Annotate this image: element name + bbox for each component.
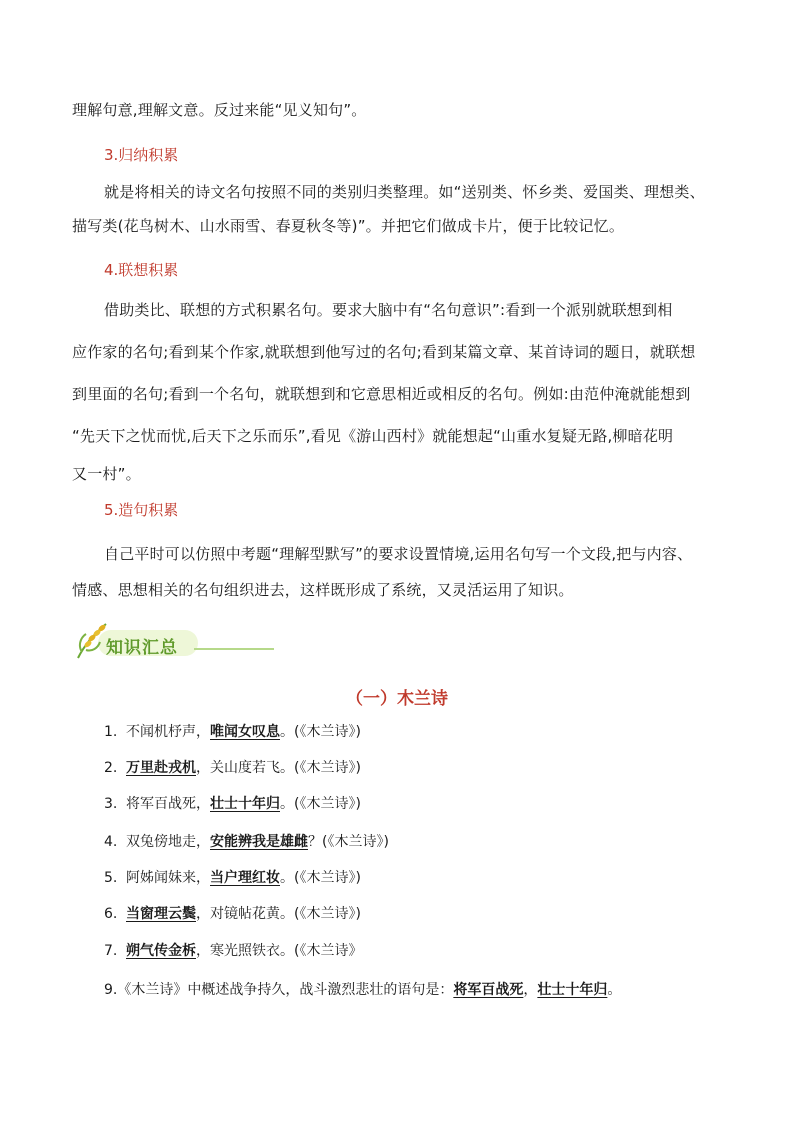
heading-3: 3.归纳积累 bbox=[104, 146, 179, 164]
heading-4: 4.联想积累 bbox=[104, 261, 179, 279]
intro-tail: 理解句意,理解文意。反过来能“见义知句”。 bbox=[72, 101, 367, 119]
q9-separator: ， bbox=[523, 982, 538, 998]
item-pre: 不闻机杼声， bbox=[126, 724, 210, 740]
item-answer: 当户理红妆 bbox=[210, 870, 280, 886]
section-3-line-2: 描写类(花鸟树木、山水雨雪、春夏秋冬等)”。并把它们做成卡片，便于比较记忆。 bbox=[72, 217, 625, 235]
section-4-line-1: 借助类比、联想的方式积累名句。要求大脑中有“名句意识”:看到一个派别就联想到相 bbox=[104, 301, 673, 319]
list-item bbox=[104, 794, 361, 814]
banner-label: 知识汇总 bbox=[106, 638, 178, 658]
item-number: 6. bbox=[104, 906, 118, 922]
item-answer: 壮士十年归 bbox=[210, 796, 280, 812]
banner-underline bbox=[194, 648, 274, 650]
heading-5: 5.造句积累 bbox=[104, 501, 179, 519]
item-post: 。(《木兰诗》) bbox=[280, 796, 361, 812]
list-item bbox=[104, 941, 362, 961]
list-item bbox=[104, 832, 389, 852]
q9-answer-1: 将军百战死 bbox=[453, 982, 524, 998]
list-item bbox=[104, 722, 361, 742]
item-pre: 将军百战死， bbox=[126, 796, 210, 812]
section-3-line-1: 就是将相关的诗文名句按照不同的类别归类整理。如“送别类、怀乡类、爱国类、理想类、 bbox=[104, 183, 705, 201]
item-answer: 万里赴戎机 bbox=[126, 760, 196, 776]
item-number: 3. bbox=[104, 796, 118, 812]
item-number: 7. bbox=[104, 943, 118, 959]
item-answer: 当窗理云鬓 bbox=[126, 906, 196, 922]
item-answer: 安能辨我是雄雌 bbox=[210, 834, 308, 850]
section-4-line-3: 到里面的名句;看到一个名句，就联想到和它意思相近或相反的名句。例如:由范仲淹就能想到 bbox=[72, 385, 691, 403]
item-pre: 阿姊闻妹来， bbox=[126, 870, 210, 886]
section-5-line-2: 情感、思想相关的名句组织进去，这样既形成了系统，又灵活运用了知识。 bbox=[72, 581, 574, 599]
q9-answer-2: 壮士十年归 bbox=[537, 982, 608, 998]
section-5-line-1: 自己平时可以仿照中考题“理解型默写”的要求设置情境,运用名句写一个文段,把与内容、 bbox=[104, 545, 693, 563]
q9-text: 《木兰诗》中概述战争持久，战斗激烈悲壮的语句是： bbox=[117, 982, 454, 998]
item-answer: 朔气传金柝 bbox=[126, 943, 196, 959]
item-pre: 双兔傍地走， bbox=[126, 834, 210, 850]
knowledge-summary-banner bbox=[72, 616, 206, 662]
section-4-line-2: 应作家的名句;看到某个作家,就联想到他写过的名句;看到某篇文章、某首诗词的题日，就联想 bbox=[72, 343, 696, 361]
item-number: 1. bbox=[104, 724, 118, 740]
question-9 bbox=[104, 980, 621, 1000]
item-post: ，关山度若飞。(《木兰诗》) bbox=[196, 760, 361, 776]
list-item bbox=[104, 904, 361, 924]
item-number: 2. bbox=[104, 760, 118, 776]
section-title: （一）木兰诗 bbox=[346, 689, 448, 709]
item-post: ，寒光照铁衣。(《木兰诗》 bbox=[196, 943, 363, 959]
section-4-line-4: “先天下之忧而忧,后天下之乐而乐”,看见《游山西村》就能想起“山重水复疑无路,柳暗花明 bbox=[72, 427, 674, 445]
item-post: 。(《木兰诗》) bbox=[280, 870, 361, 886]
section-4-line-5: 又一村”。 bbox=[72, 465, 141, 483]
list-item bbox=[104, 868, 361, 888]
item-post: 。(《木兰诗》) bbox=[280, 724, 361, 740]
q9-end: 。 bbox=[607, 982, 622, 998]
q9-number: 9. bbox=[104, 982, 118, 998]
item-post: ？(《木兰诗》) bbox=[308, 834, 389, 850]
item-number: 5. bbox=[104, 870, 118, 886]
item-post: ，对镜帖花黄。(《木兰诗》) bbox=[196, 906, 361, 922]
item-answer: 唯闻女叹息 bbox=[210, 724, 280, 740]
list-item bbox=[104, 758, 361, 778]
item-number: 4. bbox=[104, 834, 118, 850]
